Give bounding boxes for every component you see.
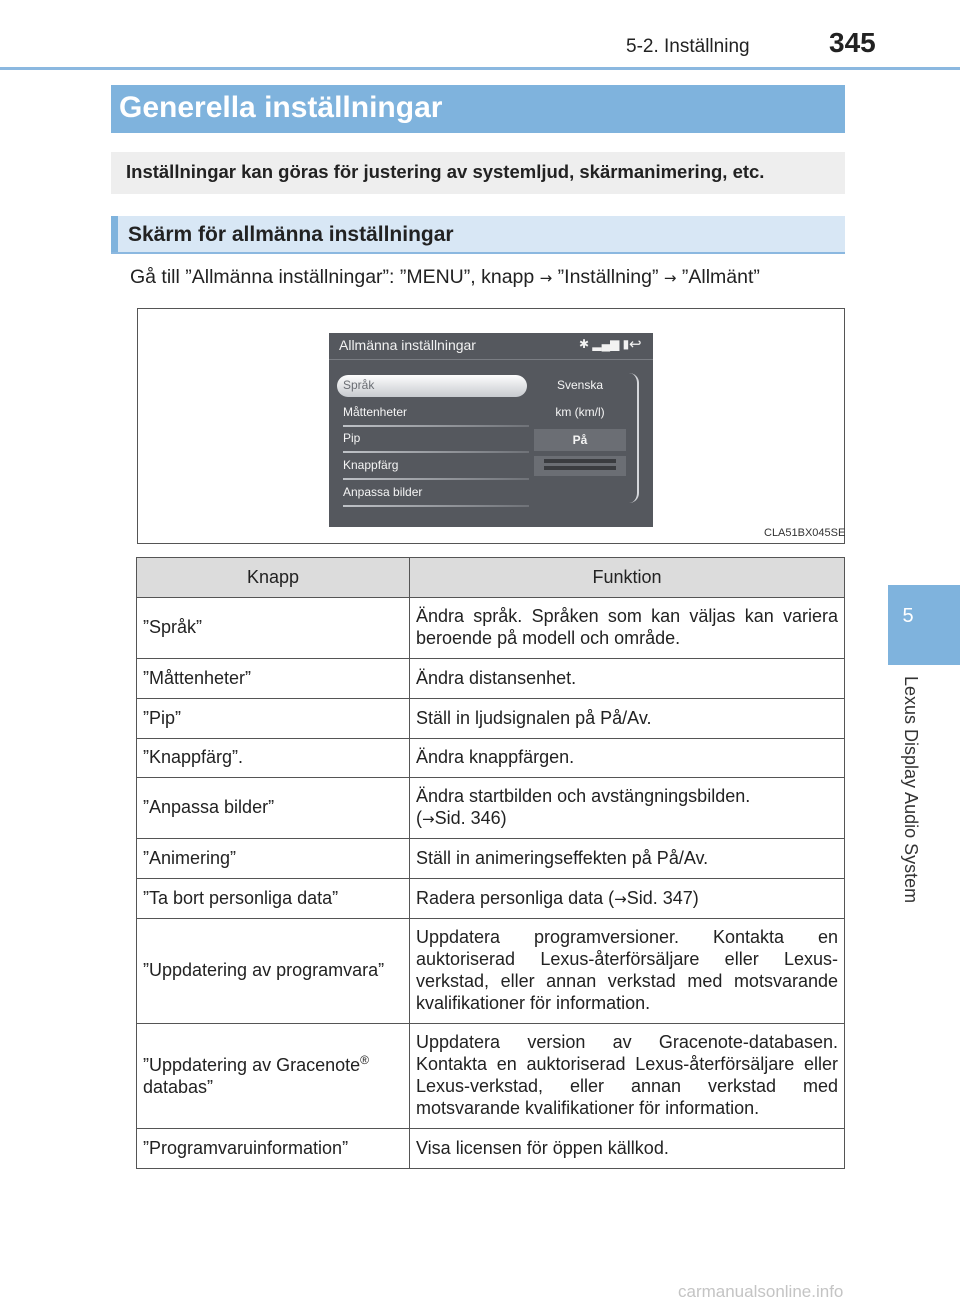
arrow-right-icon: →	[614, 889, 627, 908]
table-row	[137, 879, 845, 919]
screen-divider	[329, 359, 653, 360]
row-underline	[343, 425, 529, 427]
function-text: Radera personliga data (	[416, 887, 615, 908]
row-value-pip[interactable]: På	[534, 429, 626, 451]
table-row	[137, 1129, 845, 1169]
table-row	[137, 739, 845, 778]
function-cell: Ställ in animeringseffekten på På/Av.	[410, 839, 845, 879]
table-row	[137, 778, 845, 839]
arrow-right-icon: →	[422, 810, 435, 828]
key-cell: ”Anpassa bilder”	[137, 778, 410, 839]
navigation-instruction	[130, 266, 760, 289]
function-cell: Ställ in ljudsignalen på På/Av.	[410, 699, 845, 739]
chapter-title: Lexus Display Audio System	[901, 676, 921, 904]
page-number: 345	[829, 27, 876, 58]
status-icons: ✱ ▂▄▆ ▮	[579, 337, 630, 351]
key-text-end: databas”	[143, 1077, 214, 1097]
key-cell	[137, 1024, 410, 1129]
settings-screen	[329, 333, 653, 527]
watermark: carmanualsonline.info	[678, 1282, 844, 1301]
page-title-bar	[111, 85, 845, 133]
key-cell: ”Animering”	[137, 839, 410, 879]
chapter-tab	[888, 585, 960, 665]
function-cell	[410, 879, 845, 919]
screen-title: Allmänna inställningar	[339, 337, 476, 353]
table-row	[137, 839, 845, 879]
function-cell	[410, 778, 845, 839]
nav-part-1: Gå till ”Allmänna inställningar”: ”MENU”, knapp	[130, 266, 540, 288]
table-row	[137, 1024, 845, 1129]
table-row	[137, 598, 845, 659]
chapter-number: 5	[902, 605, 914, 627]
row-label: Måttenheter	[343, 405, 408, 419]
screen-row-knappfarg[interactable]	[337, 455, 527, 477]
arrow-right-icon: →	[663, 269, 677, 287]
table-header-row	[137, 558, 845, 598]
ref-open: (	[416, 808, 422, 828]
back-icon[interactable]: ↩	[629, 336, 642, 353]
page-title: Generella inställningar	[119, 91, 443, 124]
section-label: 5-2. Inställning	[626, 36, 750, 57]
registered-mark: ®	[360, 1053, 369, 1068]
table-row	[137, 699, 845, 739]
row-underline	[343, 505, 529, 507]
scrollbar-arc[interactable]	[629, 373, 639, 503]
row-value-sprak: Svenska	[556, 378, 604, 392]
nav-part-2: ”Inställning”	[552, 266, 664, 288]
page-ref-link[interactable]: Sid. 346)	[434, 808, 507, 828]
function-cell: Uppdatera programversioner. Kontakta en auktoriserad Lexus-återförsäljare eller Lexus-verkstad, eller annan verkstad med motsvarande kvalifikationer för information.	[410, 919, 845, 1024]
row-label: Anpassa bilder	[343, 485, 423, 499]
chapter-title-vertical	[893, 676, 923, 926]
figure-code: CLA51BX045SE	[764, 527, 846, 539]
function-cell: Uppdatera version av Gracenote-databasen. Kontakta en auktoriserad Lexus-återförsäljare eller Lexus-verkstad, eller annan verkstad med motsvarande kvalifikationer för information.	[410, 1024, 845, 1129]
screen-row-pip[interactable]	[337, 428, 527, 450]
key-cell: ”Knappfärg”.	[137, 739, 410, 778]
function-cell: Visa licensen för öppen källkod.	[410, 1129, 845, 1169]
color-swatch	[534, 456, 626, 476]
header-knapp: Knapp	[137, 558, 410, 598]
page-ref-link[interactable]: Sid. 347)	[626, 887, 699, 908]
function-cell: Ändra knappfärgen.	[410, 739, 845, 778]
row-value-mattenheter: km (km/l)	[555, 405, 605, 419]
key-cell: ”Måttenheter”	[137, 659, 410, 699]
header-rule	[0, 67, 960, 70]
key-cell: ”Ta bort personliga data”	[137, 879, 410, 919]
row-underline	[343, 478, 529, 480]
key-cell: ”Programvaruinformation”	[137, 1129, 410, 1169]
row-underline	[343, 451, 529, 453]
header-funktion: Funktion	[410, 558, 845, 598]
subheading-bar	[111, 216, 845, 254]
screen-row-sprak[interactable]	[337, 375, 527, 397]
subheading: Skärm för allmänna inställningar	[128, 223, 454, 246]
screen-row-mattenheter[interactable]	[337, 402, 527, 424]
table-row	[137, 659, 845, 699]
function-cell: Ändra distansenhet.	[410, 659, 845, 699]
row-label: Pip	[343, 431, 361, 445]
key-cell: ”Språk”	[137, 598, 410, 659]
intro-box	[111, 152, 845, 194]
row-label: Språk	[343, 378, 375, 392]
screen-row-anpassa-bilder[interactable]	[337, 482, 527, 504]
function-cell: Ändra språk. Språken som kan väljas kan variera beroende på modell och område.	[410, 598, 845, 659]
table-row	[137, 919, 845, 1024]
key-text: ”Uppdatering av Gracenote	[143, 1055, 361, 1076]
key-cell: ”Uppdatering av programvara”	[137, 919, 410, 1024]
row-label: Knappfärg	[343, 458, 399, 472]
intro-text: Inställningar kan göras för justering av systemljud, skärmanimering, etc.	[126, 161, 765, 182]
function-text: Ändra startbilden och avstängningsbilden.	[416, 786, 751, 807]
arrow-right-icon: →	[539, 269, 553, 287]
key-cell: ”Pip”	[137, 699, 410, 739]
function-table	[136, 557, 845, 1169]
nav-part-3: ”Allmänt”	[676, 266, 760, 288]
